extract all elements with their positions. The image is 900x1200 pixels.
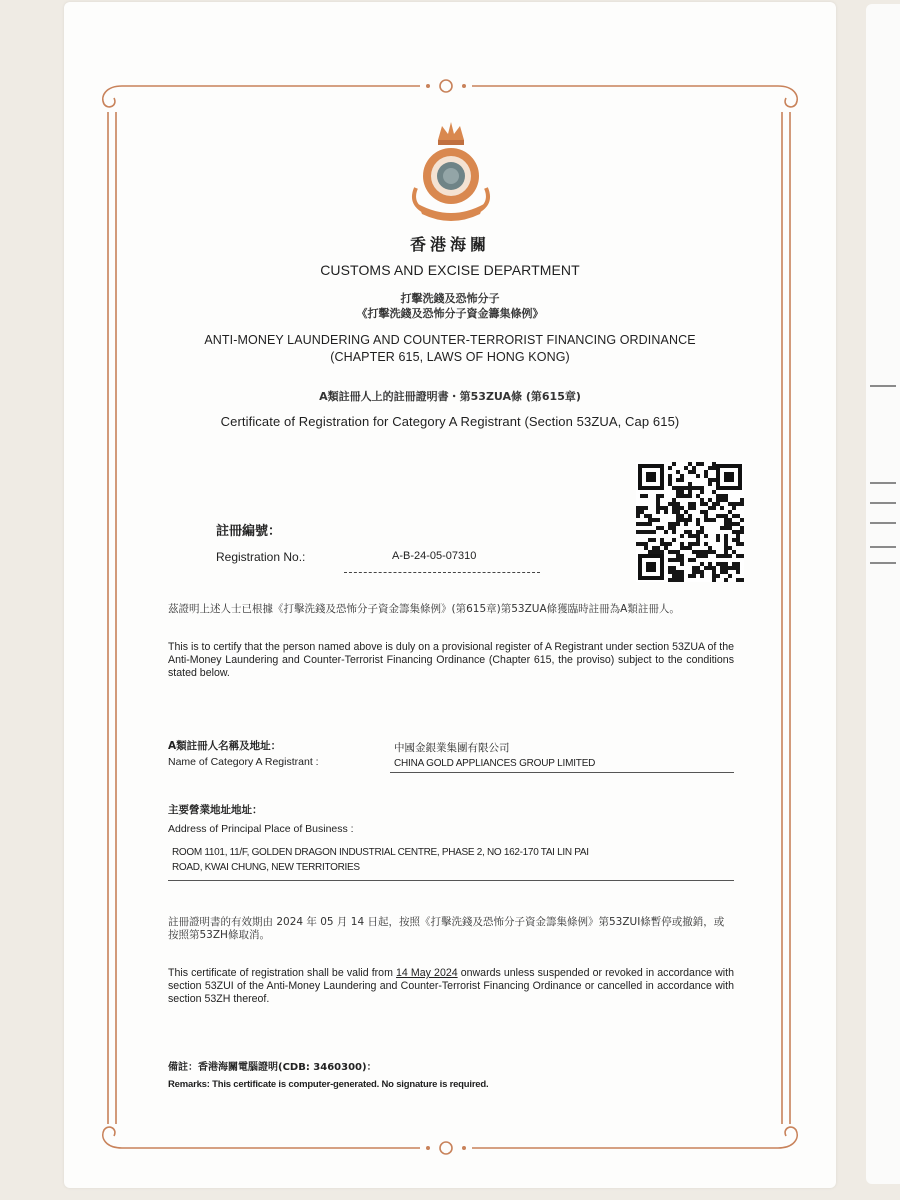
certify-text-zh: 茲證明上述人士已根據《打擊洗錢及恐怖分子資金籌集條例》(第615章)第53ZUA條獲臨時註冊為A類註冊人。 xyxy=(168,603,680,615)
business-label-en: Address of Principal Place of Business : xyxy=(168,823,354,835)
validity-date: 14 May 2024 xyxy=(396,967,458,979)
qr-code-icon xyxy=(636,462,744,582)
business-address-line1: ROOM 1101, 11/F, GOLDEN DRAGON INDUSTRIAL CENTRE, PHASE 2, NO 162-170 TAI LIN PAI xyxy=(172,847,589,858)
ordinance-zh-line2: 《打擊洗錢及恐怖分子資金籌集條例》 xyxy=(356,307,544,320)
cert-title-en: Certificate of Registration for Category A Registrant (Section 53ZUA, Cap 615) xyxy=(220,414,680,429)
business-label-zh: 主要營業地址地址： xyxy=(168,804,263,816)
certify-text-en: This is to certify that the person named above is duly on a provisional register of A Registrant under section 53ZUA of the Anti-Money Laundering and Counter-Terrorist Financing Ordinance (Chapter 615, the proviso) subject to the conditions stated below. xyxy=(168,641,734,679)
registrant-label-zh: A類註冊人名稱及地址： xyxy=(168,740,282,752)
department-name: CUSTOMS AND EXCISE DEPARTMENT xyxy=(320,262,580,278)
registration-label-en: Registration No.: xyxy=(216,550,306,564)
title-zh: 香港海關 xyxy=(409,235,490,254)
chapter-en: (CHAPTER 615, LAWS OF HONG KONG) xyxy=(330,350,570,364)
registrant-name-en: CHINA GOLD APPLIANCES GROUP LIMITED xyxy=(394,758,596,769)
validity-text-zh: 註冊證明書的有效期由 2024 年 05 月 14 日起，按照《打擊洗錢及恐怖分子資金籌集條例》第53ZUI條暫停或撤銷，或按照第53ZH條取消。 xyxy=(168,916,725,941)
validity-text-en xyxy=(168,967,734,1006)
ordinance-zh-line1: 打擊洗錢及恐怖分子 xyxy=(400,292,500,305)
registration-label-zh: 註冊編號： xyxy=(216,524,282,539)
customs-crest-icon xyxy=(408,118,494,226)
registrant-underline xyxy=(390,772,734,773)
registration-number: A-B-24-05-07310 xyxy=(392,550,477,562)
validity-text-en-post: onwards unless suspended or revoked in accordance with section 53ZUI of the Anti-Money Laundering and Counter-Terrorist Financing Ordinance or cancelled in accordance with section 53ZH thereof. xyxy=(168,967,734,1005)
business-address-line2: ROAD, KWAI CHUNG, NEW TERRITORIES xyxy=(172,862,360,873)
business-underline xyxy=(168,880,734,881)
registrant-label-en: Name of Category A Registrant : xyxy=(168,756,319,768)
ordinance-en: ANTI-MONEY LAUNDERING AND COUNTER-TERRORIST FINANCING ORDINANCE xyxy=(204,333,696,347)
cert-title-zh: A類註冊人上的註冊證明書・第53ZUA條 (第615章) xyxy=(319,390,581,403)
registration-underline xyxy=(344,572,540,573)
registrant-name-zh: 中國金銀業集團有限公司 xyxy=(394,742,510,754)
remarks-en: Remarks: This certificate is computer-generated. No signature is required. xyxy=(168,1079,489,1090)
validity-text-en-pre: This certificate of registration shall be valid from xyxy=(168,967,393,979)
remarks-zh: 備註：香港海關電腦證明(CDB: 3460300)： xyxy=(168,1062,377,1073)
